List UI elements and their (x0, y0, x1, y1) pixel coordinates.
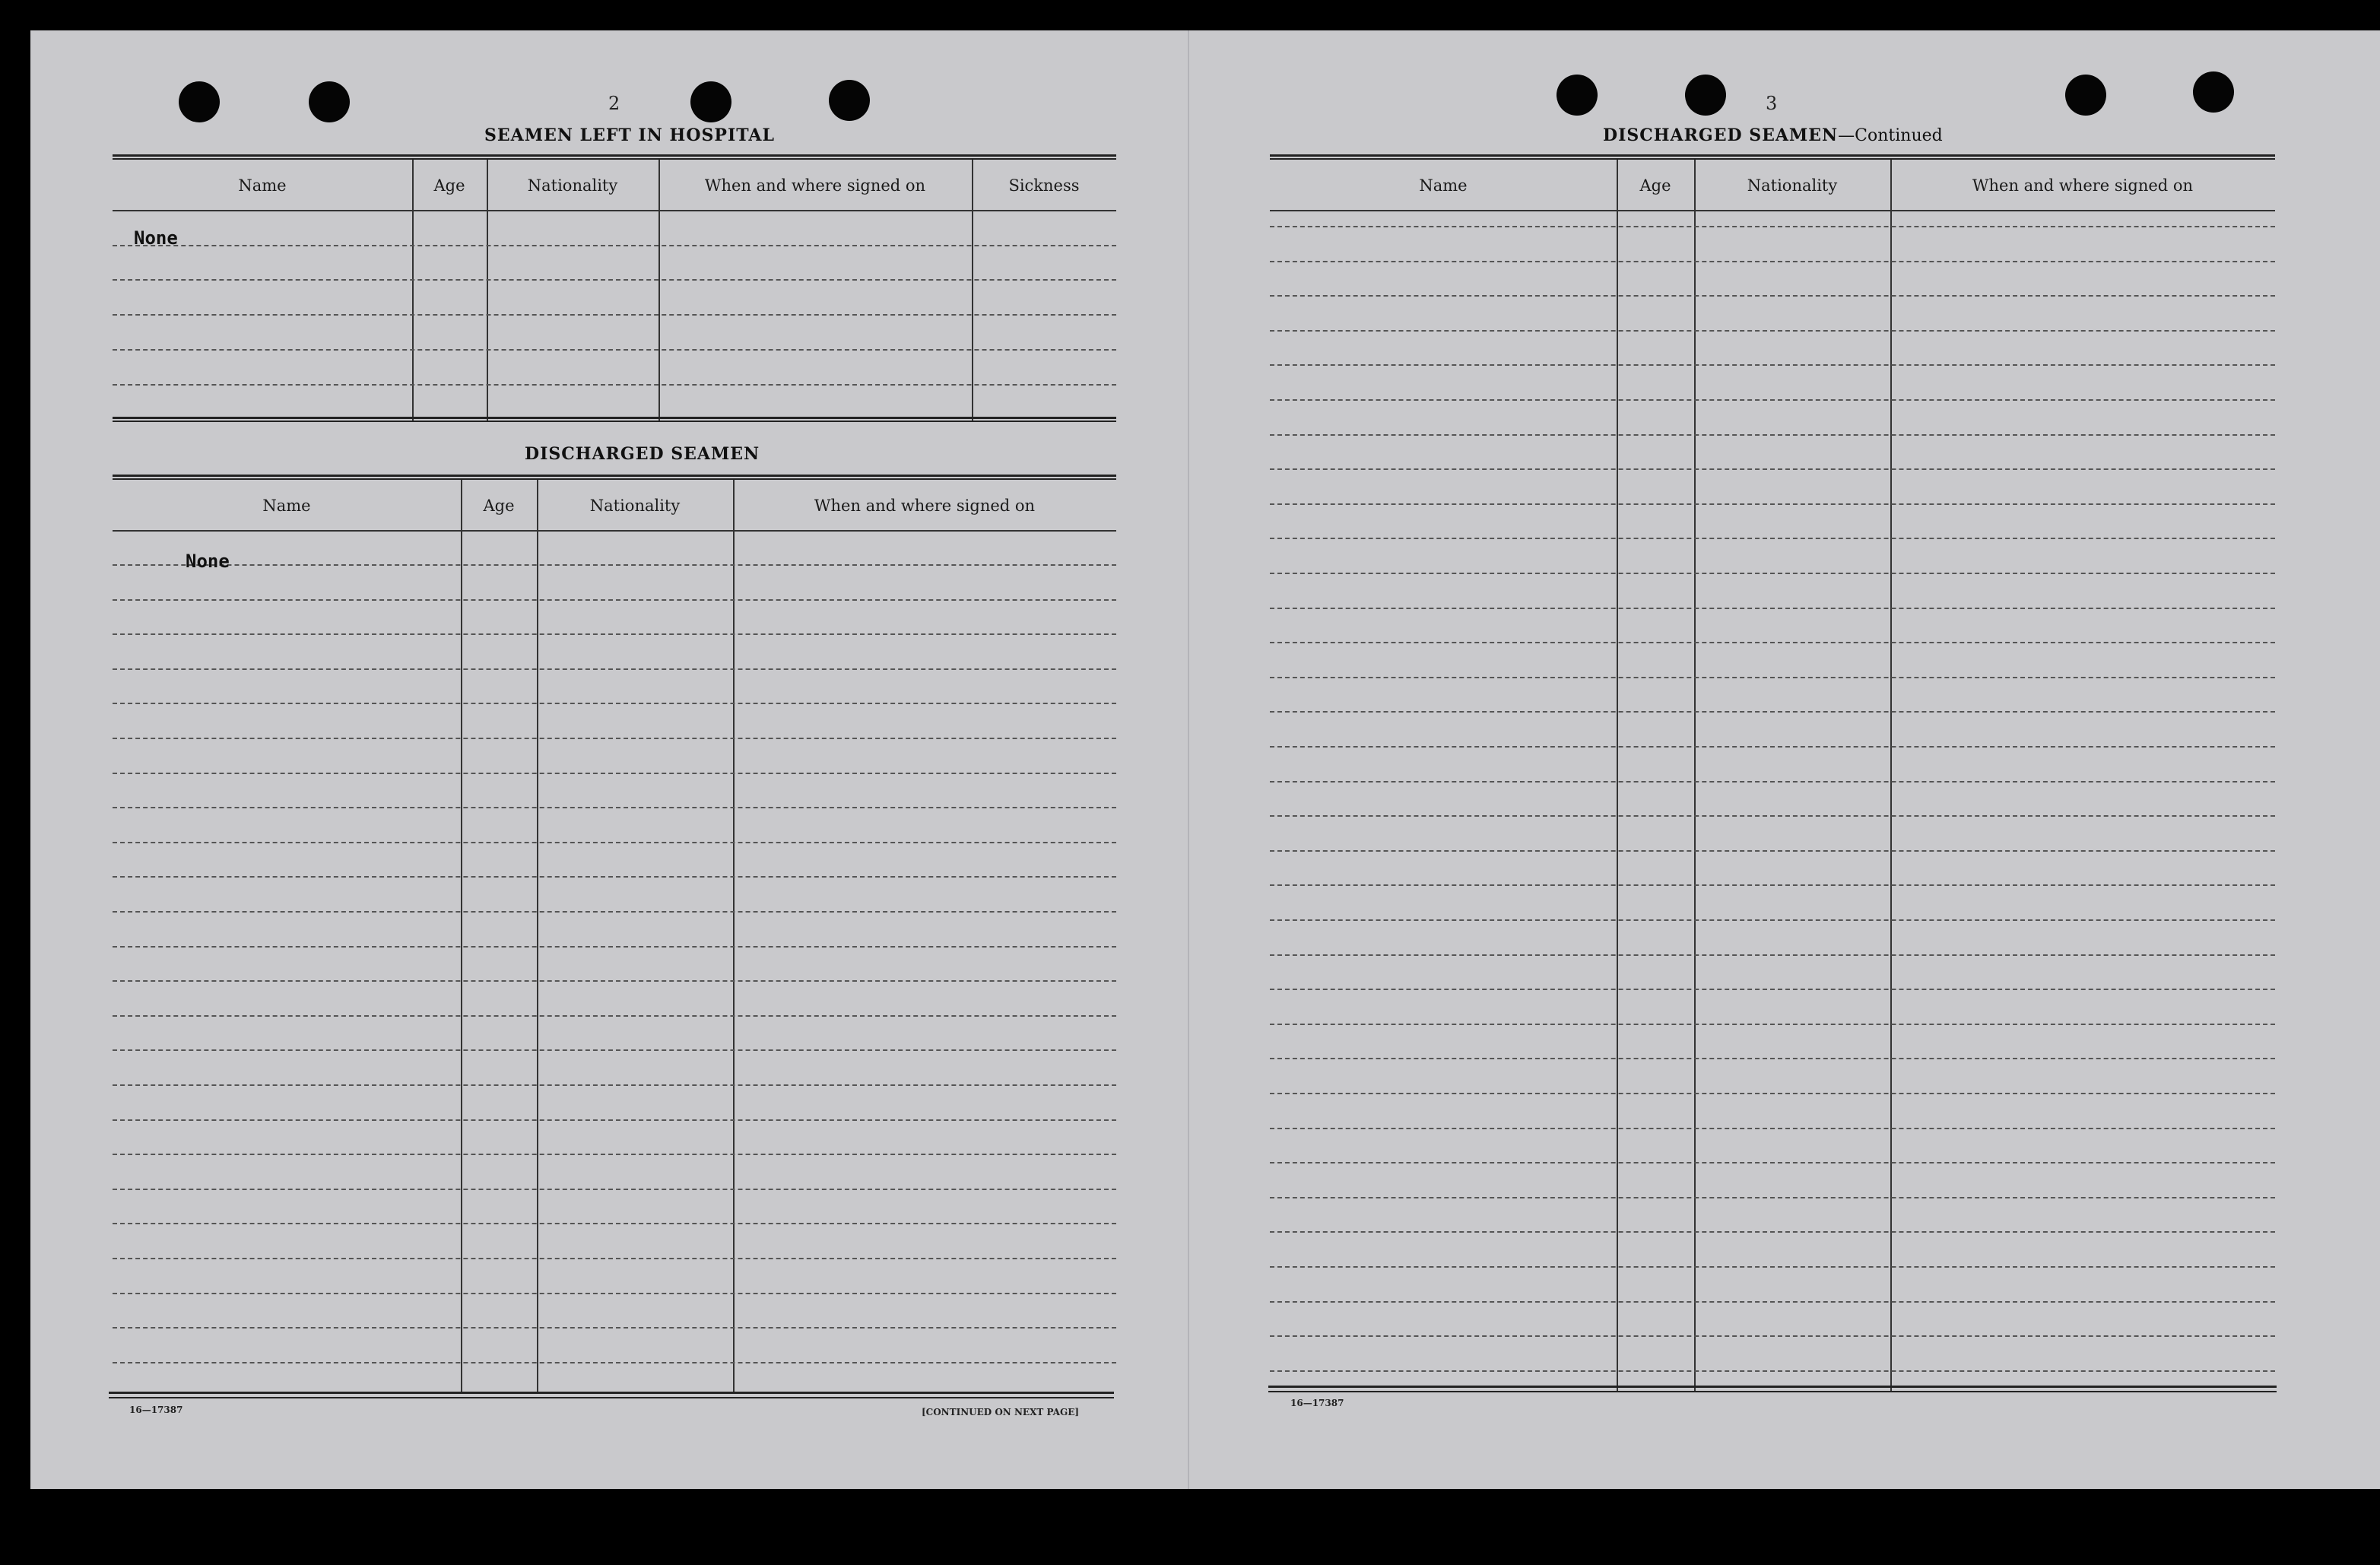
hospital-table-header (113, 160, 1116, 211)
column-header-sickness: Sickness (1008, 176, 1080, 195)
punch-hole (1557, 75, 1598, 116)
hospital-table (113, 154, 1116, 422)
column-header-name: Name (238, 176, 287, 195)
discharged-continued-table (1270, 154, 2275, 1391)
discharged-section-title: DISCHARGED SEAMEN (525, 444, 760, 464)
punch-hole (2065, 75, 2106, 116)
column-header-age: Age (1639, 176, 1671, 195)
page-number: 3 (1766, 93, 1778, 114)
punch-hole (309, 81, 350, 122)
column-header-nationality: Nationality (527, 176, 618, 195)
page-fold (1188, 30, 1189, 1489)
bottom-rule (109, 1392, 1114, 1398)
column-header-signed-on: When and where signed on (1972, 176, 2194, 195)
punch-hole (1685, 75, 1726, 116)
discharged-continued-header (1270, 160, 2275, 211)
discharged-continued-title (1603, 125, 1943, 145)
column-header-signed-on: When and where signed on (704, 176, 926, 195)
form-number: 16—17387 (129, 1405, 183, 1415)
column-header-name: Name (1419, 176, 1468, 195)
punch-hole (829, 80, 870, 121)
continued-note: [CONTINUED ON NEXT PAGE] (922, 1407, 1080, 1417)
column-header-age: Age (433, 176, 465, 195)
page-number: 2 (608, 93, 620, 114)
hospital-section-title: SEAMEN LEFT IN HOSPITAL (484, 125, 775, 145)
hospital-entry-none: None (134, 227, 178, 249)
column-header-age: Age (483, 497, 515, 515)
column-header-signed-on: When and where signed on (814, 497, 1036, 515)
punch-hole (179, 81, 220, 122)
punch-hole (690, 81, 731, 122)
discharged-entry-none: None (186, 551, 230, 572)
discharged-table-header (113, 480, 1116, 532)
title-suffix: —Continued (1838, 126, 1943, 145)
column-header-name: Name (262, 497, 311, 515)
title-text: DISCHARGED SEAMEN (1603, 125, 1839, 145)
column-header-nationality: Nationality (1747, 176, 1838, 195)
form-number: 16—17387 (1290, 1398, 1344, 1408)
discharged-table (113, 475, 1116, 1397)
punch-hole (2193, 71, 2234, 113)
bottom-rule (1268, 1386, 2277, 1392)
column-header-nationality: Nationality (589, 497, 681, 515)
